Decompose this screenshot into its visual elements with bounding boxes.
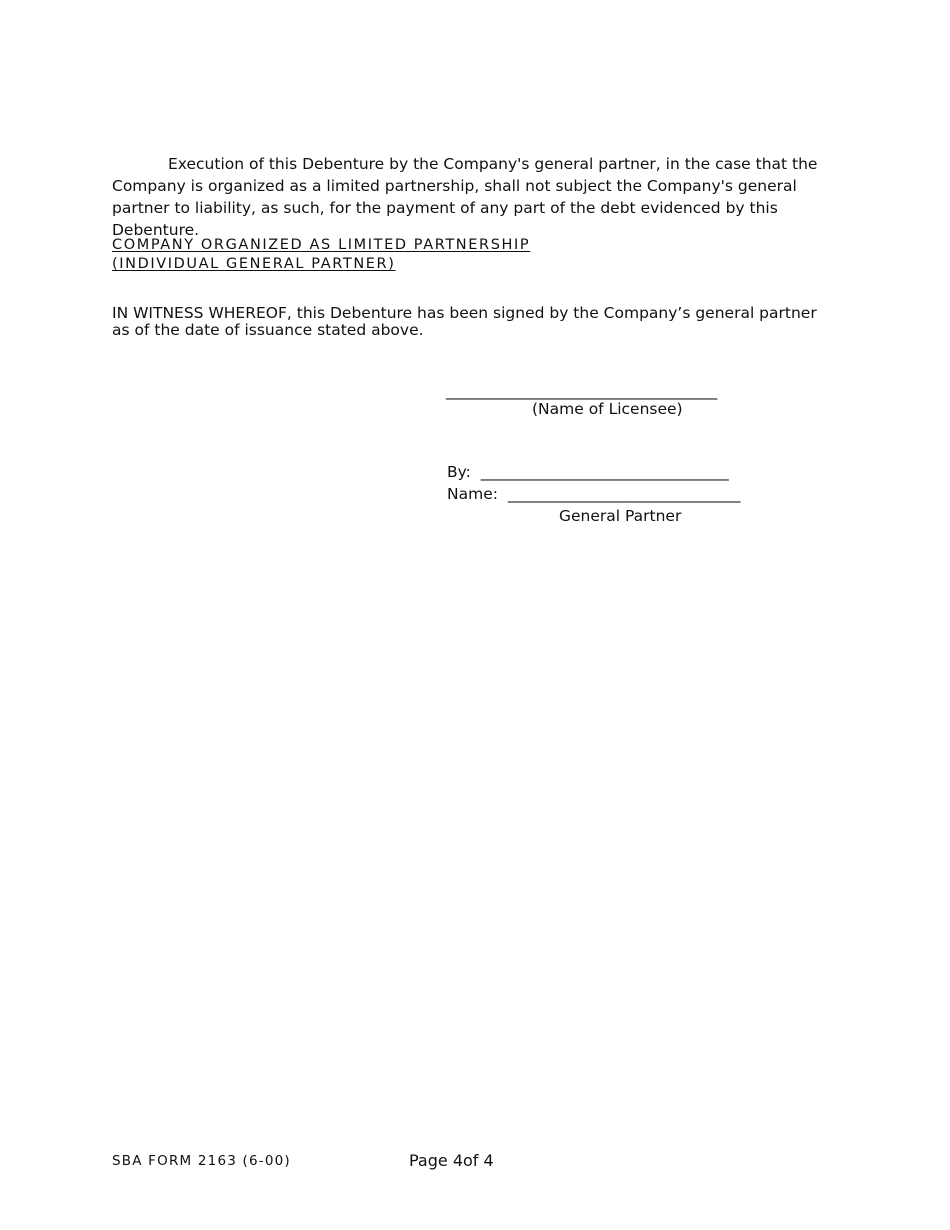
by-signature-row: [447, 462, 729, 482]
name-blank: ______________________________: [507, 485, 741, 503]
witness-paragraph: IN WITNESS WHEREOF, this Debenture has been signed by the Company’s general partner as of the date of issuance stated above.: [112, 304, 817, 339]
licensee-signature-line: [446, 381, 717, 401]
general-partner-caption: General Partner: [559, 507, 682, 525]
form-id-footer: SBA FORM 2163 (6-00): [112, 1153, 291, 1169]
by-label: By:: [447, 463, 471, 481]
licensee-blank: ___________________________________: [446, 382, 718, 400]
name-signature-row: [447, 484, 740, 504]
page-number-footer: Page 4of 4: [409, 1151, 494, 1170]
execution-paragraph: Execution of this Debenture by the Company's general partner, in the case that the Company is organized as a limited partnership, shall not subject the Company's general partner to liability, as such, for the payment of any part of the debt evidenced by this Debenture.: [112, 155, 818, 239]
section-heading: [112, 236, 530, 274]
by-blank: ________________________________: [480, 463, 729, 481]
section-heading-line-2: (INDIVIDUAL GENERAL PARTNER): [112, 256, 396, 272]
name-label: Name:: [447, 485, 498, 503]
licensee-caption: (Name of Licensee): [532, 400, 683, 418]
section-heading-line-1: COMPANY ORGANIZED AS LIMITED PARTNERSHIP: [112, 237, 531, 253]
